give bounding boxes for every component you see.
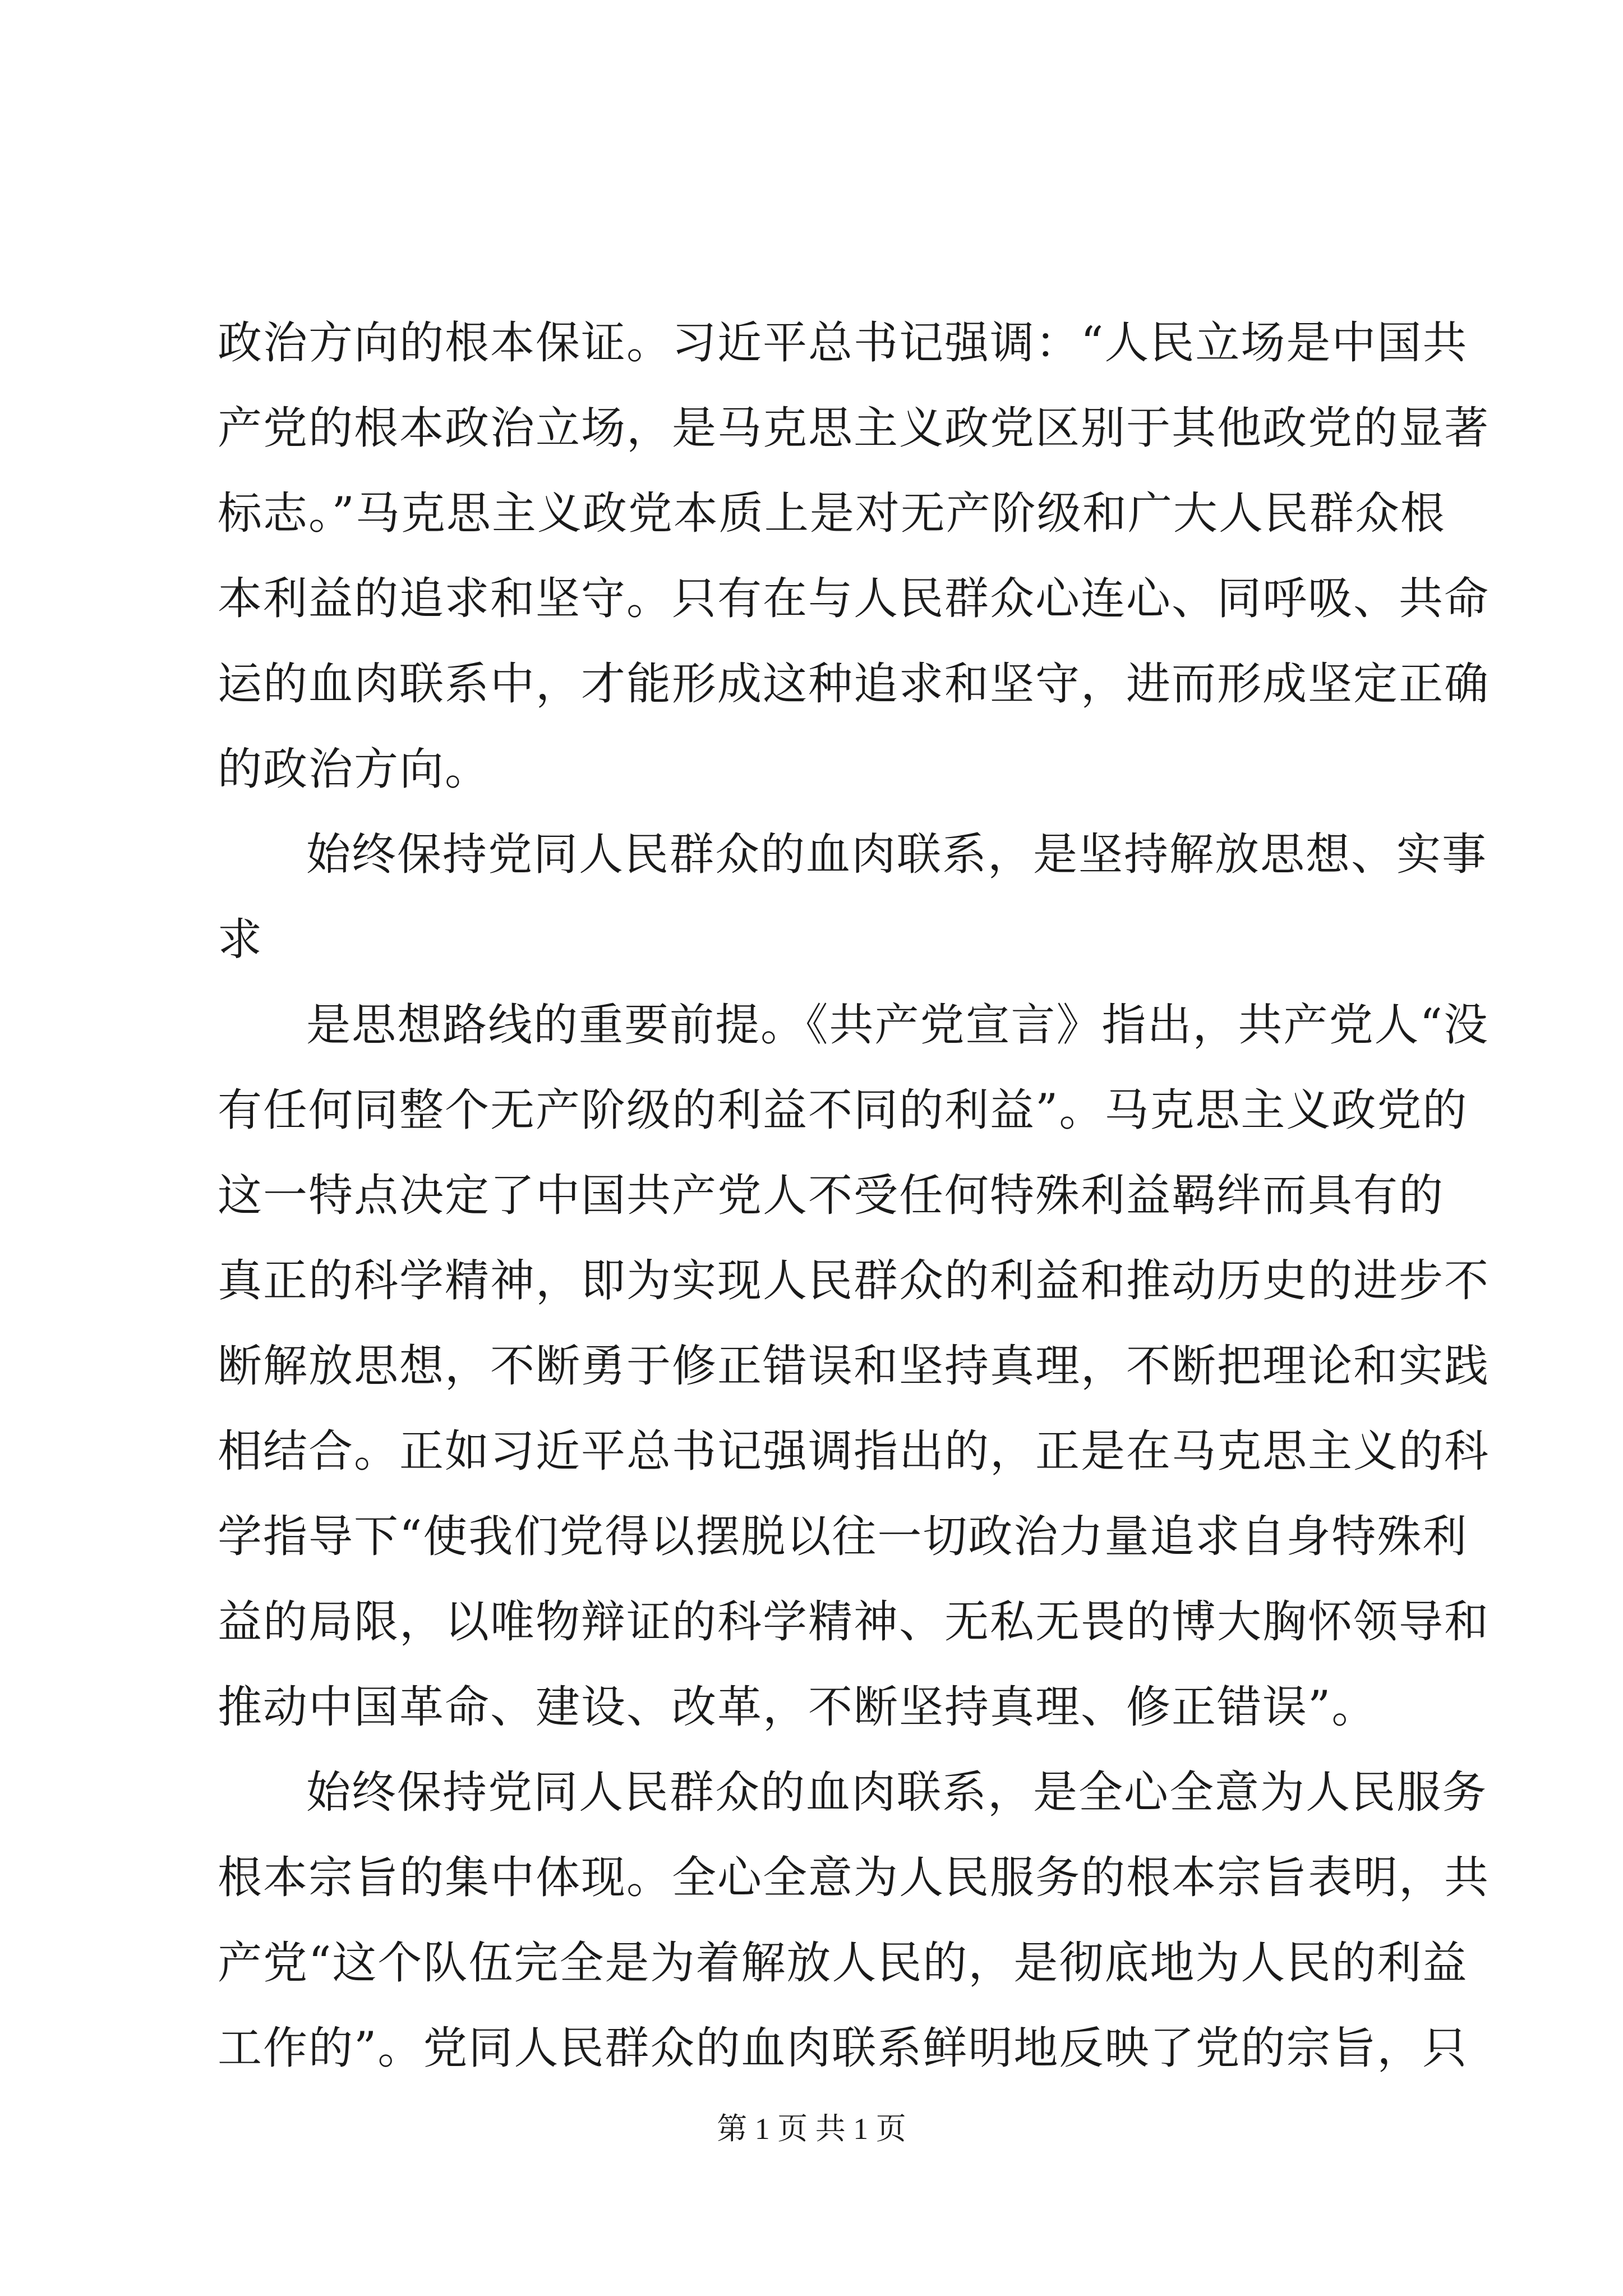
text-line: 本利益的追求和坚守。只有在与人民群众心连心、同呼吸、共命 <box>218 573 1490 624</box>
text-line: 运的血肉联系中，才能形成这种追求和坚守，进而形成坚定正确 <box>218 658 1490 710</box>
document-body <box>218 300 1490 2091</box>
text-line: 根本宗旨的集中体现。全心全意为人民服务的根本宗旨表明，共 <box>218 1852 1490 1903</box>
text-line: 始终保持党同人民群众的血肉联系，是坚持解放思想、实事 <box>306 829 1487 880</box>
text-line: 产党的根本政治立场，是马克思主义政党区别于其他政党的显著 <box>218 402 1490 454</box>
paragraph <box>218 1750 1490 2091</box>
text-line: 是思想路线的重要前提。《共产党宣言》指出，共产党人“没 <box>306 999 1489 1051</box>
text-line: 标志。”马克思主义政党本质上是对无产阶级和广大人民群众根 <box>218 487 1446 539</box>
text-line: 断解放思想，不断勇于修正错误和坚持真理，不断把理论和实践 <box>218 1340 1490 1392</box>
text-line: 工作的”。党同人民群众的血肉联系鲜明地反映了党的宗旨，只 <box>218 2022 1468 2074</box>
text-line: 求 <box>218 914 263 965</box>
text-line: 产党“这个队伍完全是为着解放人民的，是彻底地为人民的利益 <box>218 1937 1468 1989</box>
paragraph <box>218 300 1490 812</box>
text-line: 有任何同整个无产阶级的利益不同的利益”。马克思主义政党的 <box>218 1084 1468 1136</box>
text-line: 政治方向的根本保证。习近平总书记强调：“人民立场是中国共 <box>218 317 1468 369</box>
paragraph <box>218 982 1490 1750</box>
text-line: 益的局限，以唯物辩证的科学精神、无私无畏的博大胸怀领导和 <box>218 1596 1490 1648</box>
text-line: 始终保持党同人民群众的血肉联系，是全心全意为人民服务 <box>306 1766 1487 1818</box>
text-line: 这一特点决定了中国共产党人不受任何特殊利益羁绊而具有的 <box>218 1170 1444 1221</box>
paragraph <box>218 812 1487 982</box>
text-line: 推动中国革命、建设、改革，不断坚持真理、修正错误”。 <box>218 1681 1377 1733</box>
page-footer: 第 1 页 共 1 页 <box>717 2112 906 2146</box>
text-line: 相结合。正如习近平总书记强调指出的，正是在马克思主义的科 <box>218 1425 1490 1477</box>
text-line: 真正的科学精神，即为实现人民群众的利益和推动历史的进步不 <box>218 1255 1490 1306</box>
text-line: 的政治方向。 <box>218 743 490 795</box>
text-line: 学指导下“使我们党得以摆脱以往一切政治力量追求自身特殊利 <box>218 1511 1468 1562</box>
